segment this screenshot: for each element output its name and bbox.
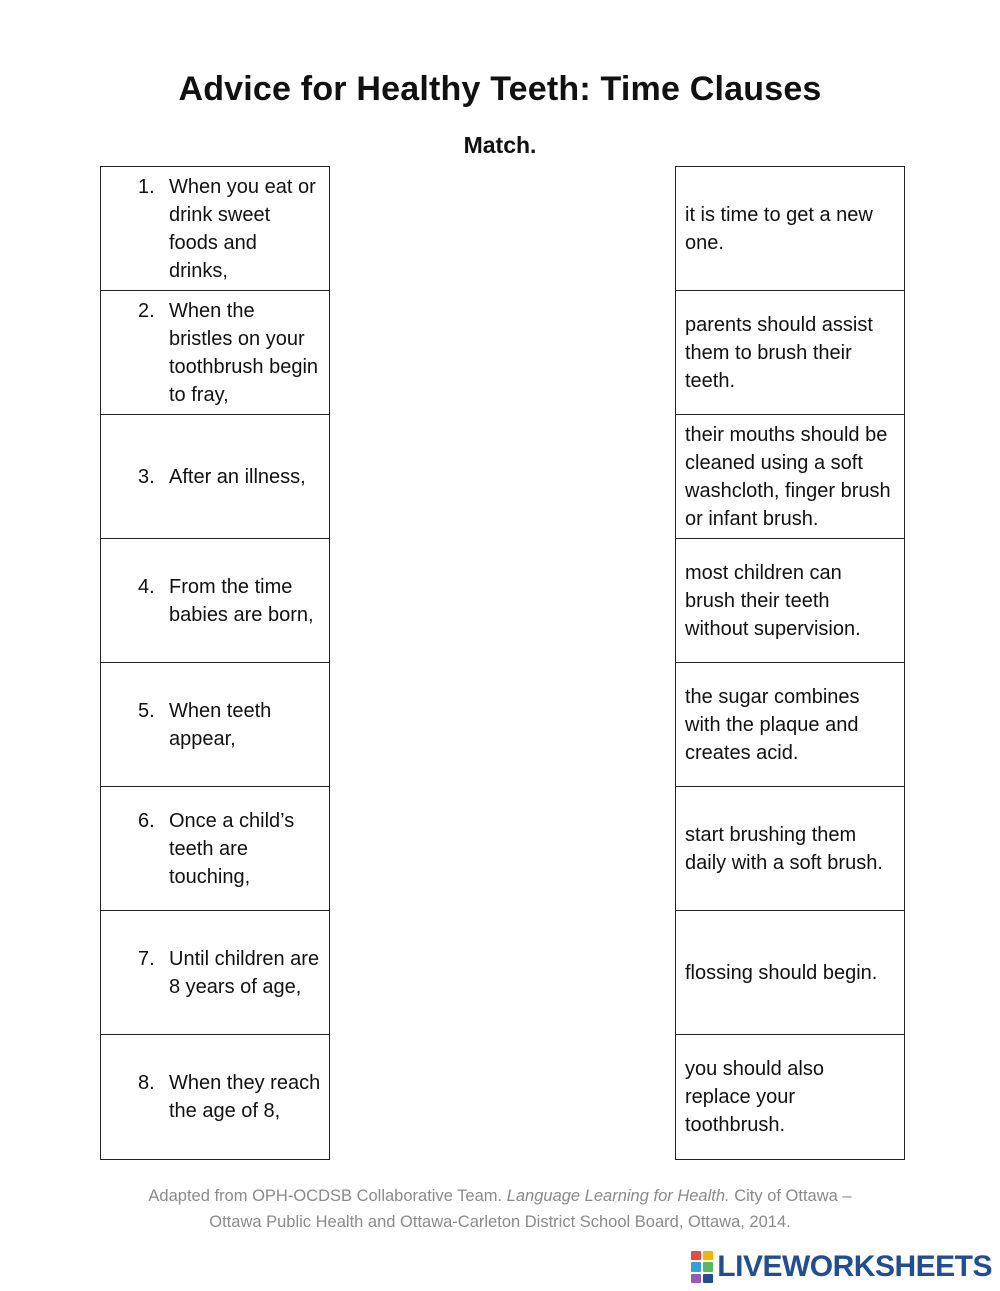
left-item[interactable] bbox=[101, 539, 329, 663]
left-item[interactable] bbox=[101, 291, 329, 415]
credit-book-title: Language Learning for Health. bbox=[506, 1187, 730, 1205]
right-column bbox=[675, 166, 905, 1160]
instruction: Match. bbox=[463, 132, 537, 158]
left-item[interactable] bbox=[101, 167, 329, 291]
right-item[interactable] bbox=[676, 167, 904, 291]
item-text: When you eat or drink sweet foods and drinks, bbox=[169, 175, 316, 282]
right-item[interactable] bbox=[676, 539, 904, 663]
logo-tile bbox=[691, 1251, 701, 1260]
page-title: Advice for Healthy Teeth: Time Clauses bbox=[178, 70, 822, 108]
source-credit bbox=[0, 1183, 1000, 1235]
item-text: the sugar combines with the plaque and creates acid. bbox=[685, 685, 860, 764]
item-text: most children can brush their teeth without supervision. bbox=[685, 561, 861, 640]
left-column bbox=[100, 166, 330, 1160]
left-item[interactable] bbox=[101, 663, 329, 787]
item-number: 4. bbox=[138, 575, 155, 598]
logo-tile bbox=[703, 1274, 713, 1283]
credit-part2: City of Ottawa – bbox=[729, 1187, 852, 1205]
item-text: After an illness, bbox=[169, 465, 306, 488]
item-number: 2. bbox=[138, 299, 155, 322]
item-text: it is time to get a new one. bbox=[685, 203, 873, 254]
item-text: When they reach the age of 8, bbox=[169, 1072, 321, 1122]
item-text: When teeth appear, bbox=[169, 699, 272, 750]
item-text: When the bristles on your toothbrush begin to fray, bbox=[169, 299, 319, 406]
left-item[interactable] bbox=[101, 787, 329, 911]
item-number: 3. bbox=[138, 465, 155, 488]
item-number: 6. bbox=[138, 809, 155, 832]
logo-tile bbox=[691, 1274, 701, 1283]
item-text: their mouths should be cleaned using a soft washcloth, finger brush or infant brush. bbox=[685, 423, 891, 530]
item-number: 5. bbox=[138, 699, 155, 722]
item-text: From the time babies are born, bbox=[169, 575, 314, 626]
credit-line2: Ottawa Public Health and Ottawa-Carleton District School Board, Ottawa, 2014. bbox=[209, 1213, 791, 1231]
right-item[interactable] bbox=[676, 787, 904, 911]
right-item[interactable] bbox=[676, 291, 904, 415]
item-text: parents should assist them to brush their teeth. bbox=[685, 313, 873, 392]
right-item[interactable] bbox=[676, 1035, 904, 1159]
item-number: 8. bbox=[138, 1072, 155, 1094]
item-text: you should also replace your toothbrush. bbox=[685, 1058, 824, 1136]
logo-tile bbox=[703, 1251, 713, 1260]
brand-name: LIVEWORKSHEETS bbox=[717, 1250, 992, 1283]
item-text: Once a child’s teeth are touching, bbox=[169, 809, 295, 888]
credit-part1: Adapted from OPH-OCDSB Collaborative Team. bbox=[148, 1187, 507, 1205]
left-item[interactable] bbox=[101, 911, 329, 1035]
item-number: 1. bbox=[138, 175, 155, 198]
liveworksheets-brand[interactable] bbox=[691, 1250, 992, 1284]
right-item[interactable] bbox=[676, 415, 904, 539]
item-number: 7. bbox=[138, 947, 155, 970]
left-item[interactable] bbox=[101, 1035, 329, 1159]
item-text: Until children are 8 years of age, bbox=[169, 947, 320, 998]
item-text: start brushing them daily with a soft brush. bbox=[685, 823, 883, 874]
logo-tile bbox=[703, 1262, 713, 1271]
right-item[interactable] bbox=[676, 663, 904, 787]
item-text: flossing should begin. bbox=[685, 961, 878, 984]
right-item[interactable] bbox=[676, 911, 904, 1035]
left-item[interactable] bbox=[101, 415, 329, 539]
logo-tile bbox=[691, 1262, 701, 1271]
liveworksheets-logo-icon bbox=[691, 1251, 713, 1283]
